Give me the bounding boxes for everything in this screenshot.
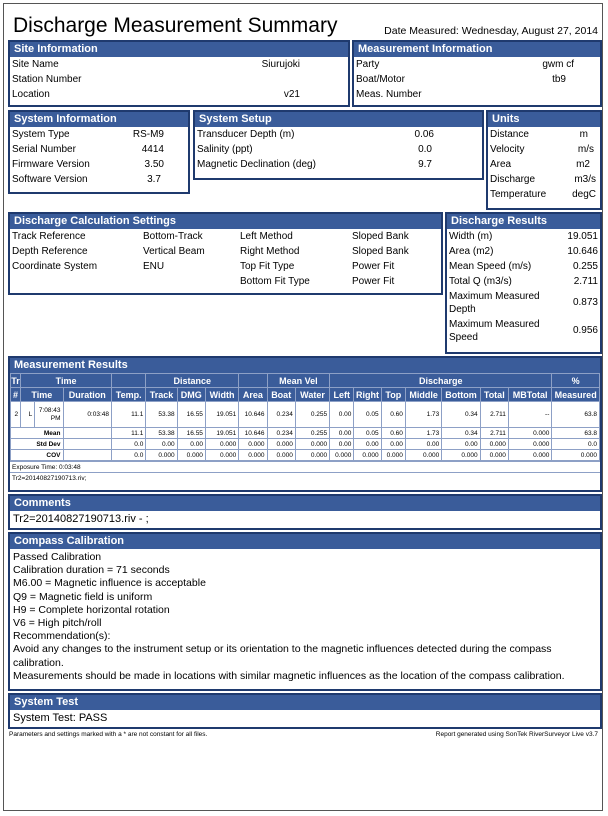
total-q-value: 2.711 (573, 276, 598, 287)
compass-calibration-panel (8, 532, 602, 691)
col-duration: Duration (63, 388, 111, 402)
bottom-fit-type-value: Power Fit (352, 276, 395, 287)
cell: 63.8 (552, 428, 600, 439)
measurement-information-panel (352, 40, 602, 107)
cell: 0.00 (330, 439, 354, 450)
panel-title: Comments (10, 496, 600, 511)
group-header-time: Time (21, 374, 112, 388)
cell: 0.0 (552, 439, 600, 450)
panel-title: Compass Calibration (10, 534, 600, 549)
cell: 0.000 (177, 450, 205, 461)
cell: 0.00 (330, 402, 354, 428)
bottom-fit-type-label: Bottom Fit Type (240, 276, 310, 287)
cell: 63.8 (552, 402, 600, 428)
col-top: Top (381, 388, 405, 402)
col-time: Time (21, 388, 63, 402)
system-type-label: System Type (12, 129, 70, 140)
cell: 0.0 (112, 439, 146, 450)
cell: 0.0 (112, 450, 146, 461)
cell: 0.000 (480, 439, 508, 450)
velocity-unit-label: Velocity (490, 144, 525, 155)
cell: 0.60 (381, 428, 405, 439)
cell: 53.38 (146, 402, 177, 428)
col-width: Width (205, 388, 238, 402)
cell (63, 428, 111, 439)
col-boat: Boat (267, 388, 295, 402)
panel-title: Units (488, 112, 600, 127)
discharge-results-panel (445, 212, 602, 354)
area-value: 10.646 (567, 246, 598, 257)
measurement-results-table (10, 373, 600, 461)
location-label: Location (12, 89, 50, 100)
panel-title: System Information (10, 112, 188, 127)
mean-speed-label: Mean Speed (m/s) (449, 261, 532, 272)
depth-reference-value: Vertical Beam (143, 246, 205, 257)
cell: 0.000 (239, 439, 267, 450)
width-label: Width (m) (449, 231, 493, 242)
distance-unit-value: m (579, 129, 588, 140)
cell: 0.000 (267, 439, 295, 450)
cell: 0.000 (552, 450, 600, 461)
cell: 0.34 (442, 428, 480, 439)
left-method-value: Sloped Bank (352, 231, 409, 242)
cell: 0.255 (295, 428, 329, 439)
max-speed-value: 0.956 (572, 325, 598, 336)
system-setup-panel (193, 110, 484, 180)
system-information-panel (8, 110, 190, 194)
compass-line: Recommendation(s): (13, 630, 111, 643)
depth-reference-label: Depth Reference (12, 246, 88, 257)
serial-number-value: 4414 (141, 144, 164, 155)
group-header-blank (239, 374, 267, 388)
transducer-depth-value: 0.06 (414, 129, 434, 140)
salinity-label: Salinity (ppt) (197, 144, 253, 155)
col-water: Water (295, 388, 329, 402)
panel-title: System Test (10, 695, 600, 710)
discharge-unit-value: m3/s (574, 174, 596, 185)
cell: 0.00 (354, 439, 381, 450)
top-fit-type-label: Top Fit Type (240, 261, 295, 272)
cell: 10.646 (239, 402, 267, 428)
stats-label: Mean (11, 428, 64, 439)
cell: 0.000 (508, 450, 551, 461)
col-right: Right (354, 388, 381, 402)
cell: 0.234 (267, 428, 295, 439)
cell: 0.000 (405, 450, 441, 461)
cell: 0.00 (442, 439, 480, 450)
row-time: 7:08:43 PM (35, 402, 63, 428)
boat-motor-value: tb9 (552, 74, 566, 85)
footer-note: Parameters and settings marked with a * are not constant for all files. (9, 731, 208, 738)
software-version-label: Software Version (12, 174, 88, 185)
cell: 0.000 (295, 450, 329, 461)
group-header-row (11, 374, 600, 388)
magnetic-declination-value: 9.7 (418, 159, 432, 170)
transducer-depth-label: Transducer Depth (m) (197, 129, 295, 140)
cell: 0.00 (330, 428, 354, 439)
cell: 1.73 (405, 428, 441, 439)
row-number: 2 (11, 402, 21, 428)
cell: 0.000 (330, 450, 354, 461)
system-test-text: System Test: PASS (13, 712, 108, 724)
cell: 0.255 (295, 402, 329, 428)
max-depth-value: 0.873 (572, 297, 598, 308)
comments-text: Tr2=20140827190713.riv - ; (13, 513, 149, 525)
temperature-unit-label: Temperature (490, 189, 547, 200)
compass-line: Avoid any changes to the instrument setup or its orientation to the magnetic influences detected during the compass calibration. (13, 643, 552, 669)
compass-line: Q9 = Magnetic field is uniform (13, 590, 153, 603)
compass-line: M6.00 = Magnetic influence is acceptable (13, 577, 206, 590)
cell: 53.38 (146, 428, 177, 439)
right-method-label: Right Method (240, 246, 300, 257)
measurement-results-panel (8, 356, 602, 492)
firmware-version-value: 3.50 (144, 159, 164, 170)
site-name-value: Siurujoki (261, 59, 300, 70)
system-test-panel (8, 693, 602, 729)
transect-file: Tr2=20140827190713.riv; (10, 472, 600, 483)
col-bottom: Bottom (442, 388, 480, 402)
col-area: Area (239, 388, 267, 402)
cell: 0.000 (480, 450, 508, 461)
cell: 10.646 (239, 428, 267, 439)
stats-label: Std Dev (11, 439, 64, 450)
cell: 19.051 (205, 402, 238, 428)
group-header-blank (112, 374, 146, 388)
cell: 0.000 (205, 439, 238, 450)
group-header-distance: Distance (146, 374, 239, 388)
top-fit-type-value: Power Fit (352, 261, 395, 272)
date-measured: Date Measured: Wednesday, August 27, 2014 (384, 25, 598, 37)
cell: 16.55 (177, 402, 205, 428)
salinity-value: 0.0 (418, 144, 432, 155)
cell: 0.60 (381, 402, 405, 428)
cell: 0.234 (267, 402, 295, 428)
panel-title: System Setup (195, 112, 482, 127)
cell: 0:03:48 (63, 402, 111, 428)
compass-line: Passed Calibration (13, 551, 102, 563)
track-reference-value: Bottom-Track (143, 231, 203, 242)
column-header-row (11, 388, 600, 402)
cell: 1.73 (405, 402, 441, 428)
col-mbtotal: MBTotal (508, 388, 551, 402)
panel-title: Discharge Results (447, 214, 600, 229)
party-value: gwm cf (542, 59, 574, 70)
site-name-label: Site Name (12, 59, 59, 70)
compass-line: V6 = High pitch/roll (13, 617, 102, 630)
velocity-unit-value: m/s (577, 144, 594, 155)
col-left: Left (330, 388, 354, 402)
cell: 0.000 (239, 450, 267, 461)
coordinate-system-value: ENU (143, 261, 165, 272)
discharge-unit-label: Discharge (490, 174, 536, 185)
cell: 0.000 (381, 450, 405, 461)
cell: 0.00 (381, 439, 405, 450)
area-label: Area (m2) (449, 246, 494, 257)
calculation-settings-panel (8, 212, 443, 295)
col-track: Track (146, 388, 177, 402)
max-depth-label: Maximum Measured Depth (449, 291, 540, 315)
track-reference-label: Track Reference (12, 231, 86, 242)
party-label: Party (356, 59, 380, 70)
cell: 0.000 (508, 428, 551, 439)
cell: 0.000 (205, 450, 238, 461)
width-value: 19.051 (567, 231, 598, 242)
cell: 2.711 (480, 402, 508, 428)
cell (63, 450, 111, 461)
comments-panel (8, 494, 602, 530)
stats-row-cov (11, 450, 600, 461)
cell: 0.000 (442, 450, 480, 461)
total-q-label: Total Q (m3/s) (449, 276, 512, 287)
cell: 0.05 (354, 402, 381, 428)
col-temp: Temp. (112, 388, 146, 402)
group-header-tr: Tr (11, 375, 20, 386)
temperature-unit-value: degC (572, 189, 596, 200)
col-total: Total (480, 388, 508, 402)
panel-title: Measurement Information (354, 42, 600, 57)
group-header-percent: % (552, 374, 600, 388)
cell: 0.000 (354, 450, 381, 461)
mean-speed-value: 0.255 (572, 261, 598, 272)
cell: 0.00 (405, 439, 441, 450)
compass-line: Calibration duration = 71 seconds (13, 564, 170, 577)
firmware-version-label: Firmware Version (12, 159, 90, 170)
cell: 0.000 (508, 439, 551, 450)
compass-text (10, 549, 600, 685)
left-method-label: Left Method (240, 231, 293, 242)
location-value: v21 (283, 89, 300, 100)
cell: 0.05 (354, 428, 381, 439)
units-panel (486, 110, 602, 210)
exposure-time: Exposure Time: 0:03:48 (10, 461, 600, 472)
cell: -- (508, 402, 551, 428)
serial-number-label: Serial Number (12, 144, 76, 155)
panel-title: Discharge Calculation Settings (10, 214, 441, 229)
meas-number-label: Meas. Number (356, 89, 422, 100)
stats-label: COV (11, 450, 64, 461)
software-version-value: 3.7 (147, 174, 161, 185)
cell: 0.00 (146, 439, 177, 450)
right-method-value: Sloped Bank (352, 246, 409, 257)
cell: 19.051 (205, 428, 238, 439)
report-title: Discharge Measurement Summary (13, 14, 338, 37)
footer-generator: Report generated using SonTek RiverSurveyor Live v3.7 (435, 731, 598, 738)
col-num: # (11, 388, 21, 402)
cell: 16.55 (177, 428, 205, 439)
site-information-panel (8, 40, 350, 107)
group-header-mean-vel: Mean Vel (267, 374, 330, 388)
panel-title: Measurement Results (10, 358, 600, 373)
cell: 0.34 (442, 402, 480, 428)
compass-line: Measurements should be made in locations with similar magnetic influences as the location of the compass calibration. (13, 669, 565, 682)
report-page (3, 3, 603, 811)
cell: 0.000 (267, 450, 295, 461)
boat-motor-label: Boat/Motor (356, 74, 405, 85)
area-unit-value: m2 (576, 159, 590, 170)
max-speed-label: Maximum Measured Speed (449, 319, 540, 343)
col-dmg: DMG (177, 388, 205, 402)
col-measured: Measured (552, 388, 600, 402)
cell: 0.00 (177, 439, 205, 450)
row-flag: L (21, 402, 35, 428)
cell: 11.1 (112, 428, 146, 439)
cell: 11.1 (112, 402, 146, 428)
cell: 0.000 (146, 450, 177, 461)
cell: 2.711 (480, 428, 508, 439)
group-header-discharge: Discharge (330, 374, 552, 388)
table-row (11, 402, 600, 428)
panel-title: Site Information (10, 42, 348, 57)
stats-row-std-dev (11, 439, 600, 450)
compass-line: H9 = Complete horizontal rotation (13, 603, 170, 616)
station-number-label: Station Number (12, 74, 82, 85)
magnetic-declination-label: Magnetic Declination (deg) (197, 159, 316, 170)
coordinate-system-label: Coordinate System (12, 261, 98, 272)
area-unit-label: Area (490, 159, 512, 170)
stats-row-mean (11, 428, 600, 439)
col-middle: Middle (405, 388, 441, 402)
cell (63, 439, 111, 450)
cell: 0.000 (295, 439, 329, 450)
system-type-value: RS-M9 (132, 129, 164, 140)
distance-unit-label: Distance (490, 129, 529, 140)
